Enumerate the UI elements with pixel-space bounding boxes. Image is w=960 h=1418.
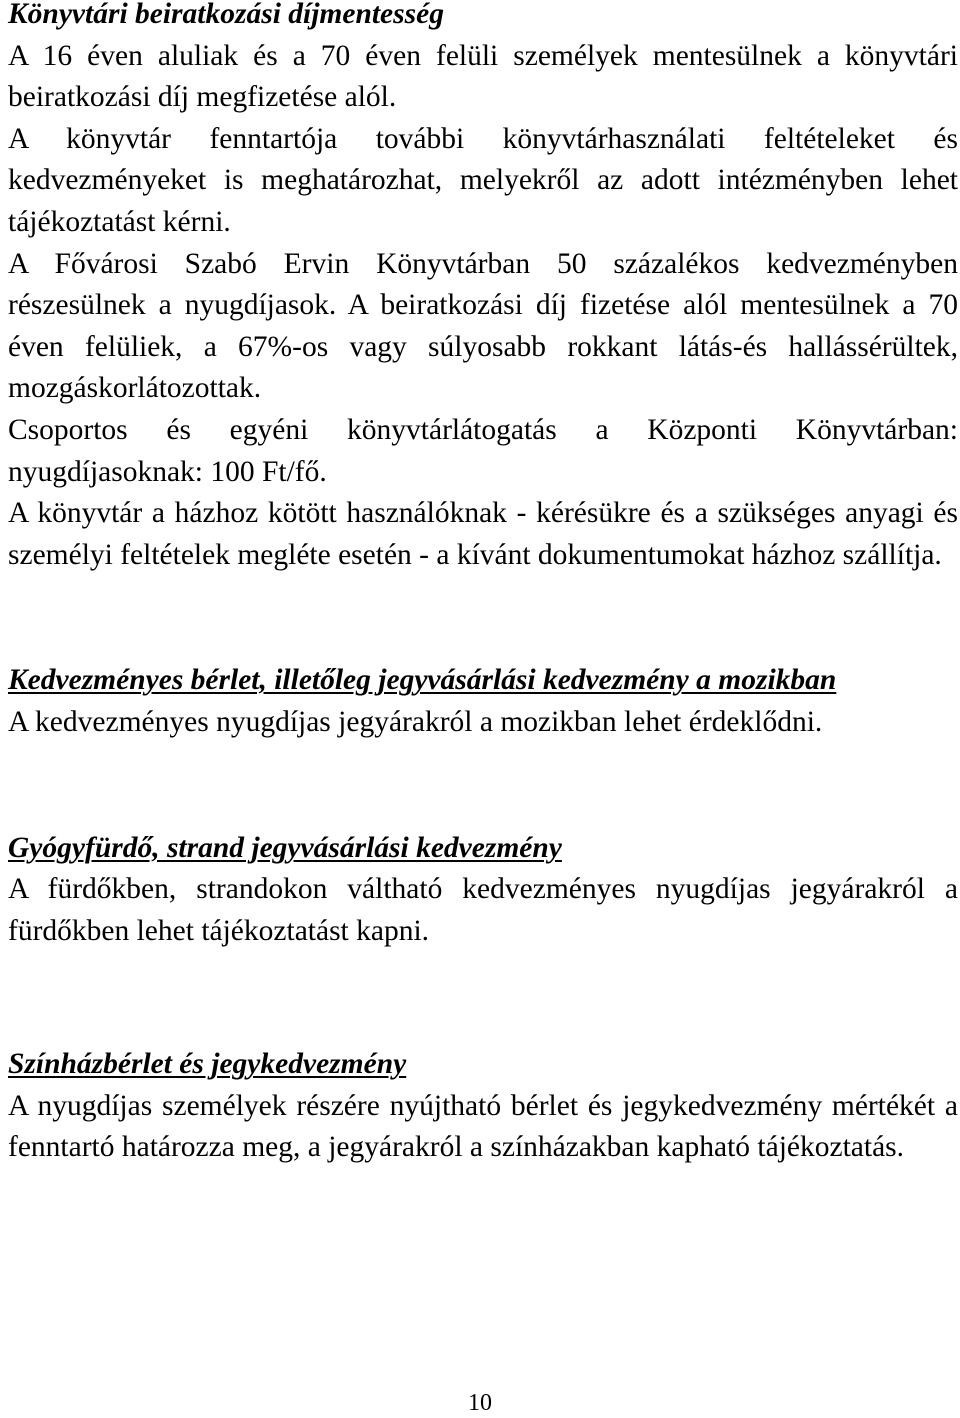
paragraph: A kedvezményes nyugdíjas jegyárakról a mozikban lehet érdeklődni. [8,705,823,738]
section-spacer [8,744,958,828]
section-spacer [8,952,958,1044]
page-number: 10 [468,1390,492,1416]
paragraph: Csoportos és egyéni könyvtárlátogatás a Központi Könyvtárban: nyugdíjasoknak: 100 Ft/fő. [8,413,958,488]
paragraph: A Fővárosi Szabó Ervin Könyvtárban 50 százalékos kedvezményben részesülnek a nyugdíjasok. A beiratkozási díj fizetése alól mentesülnek a 70 éven felüliek, a 67%-os vagy súlyosabb rokkant látás-és hallássérültek, mozgáskorlátozottak. [8,247,958,405]
paragraph: A könyvtár fenntartója további könyvtárhasználati feltételeket és kedvezményeket is meghatározhat, melyekről az adott intézményben lehet tájékoztatást kérni. [8,122,958,238]
paragraph: A nyugdíjas személyek részére nyújtható bérlet és jegykedvezmény mértékét a fenntartó határozza meg, a jegyárakról a színházakban kapható tájékoztatás. [8,1089,958,1164]
section-cinema-discount [8,660,958,743]
section-heading: Könyvtári beiratkozási díjmentesség [8,0,444,30]
section-heading: Gyógyfürdő, strand jegyvásárlási kedvezmény [8,831,562,864]
section-library-registration [8,0,958,576]
document-page [8,0,958,1169]
section-heading: Kedvezményes bérlet, illetőleg jegyvásárlási kedvezmény a mozikban [8,664,837,697]
section-spa-discount [8,828,958,953]
section-spacer [8,576,958,660]
section-theatre-discount [8,1044,958,1169]
paragraph: A 16 éven aluliak és a 70 éven felüli személyek mentesülnek a könyvtári beiratkozási díj megfizetése alól. [8,39,958,114]
section-heading: Színházbérlet és jegykedvezmény [8,1048,407,1081]
paragraph: A fürdőkben, strandokon váltható kedvezményes nyugdíjas jegyárakról a fürdőkben lehet tájékoztatást kapni. [8,873,958,947]
paragraph: A könyvtár a házhoz kötött használóknak - kérésükre és a szükséges anyagi és személyi feltételek megléte esetén - a kívánt dokumentumokat házhoz szállítja. [8,497,958,571]
